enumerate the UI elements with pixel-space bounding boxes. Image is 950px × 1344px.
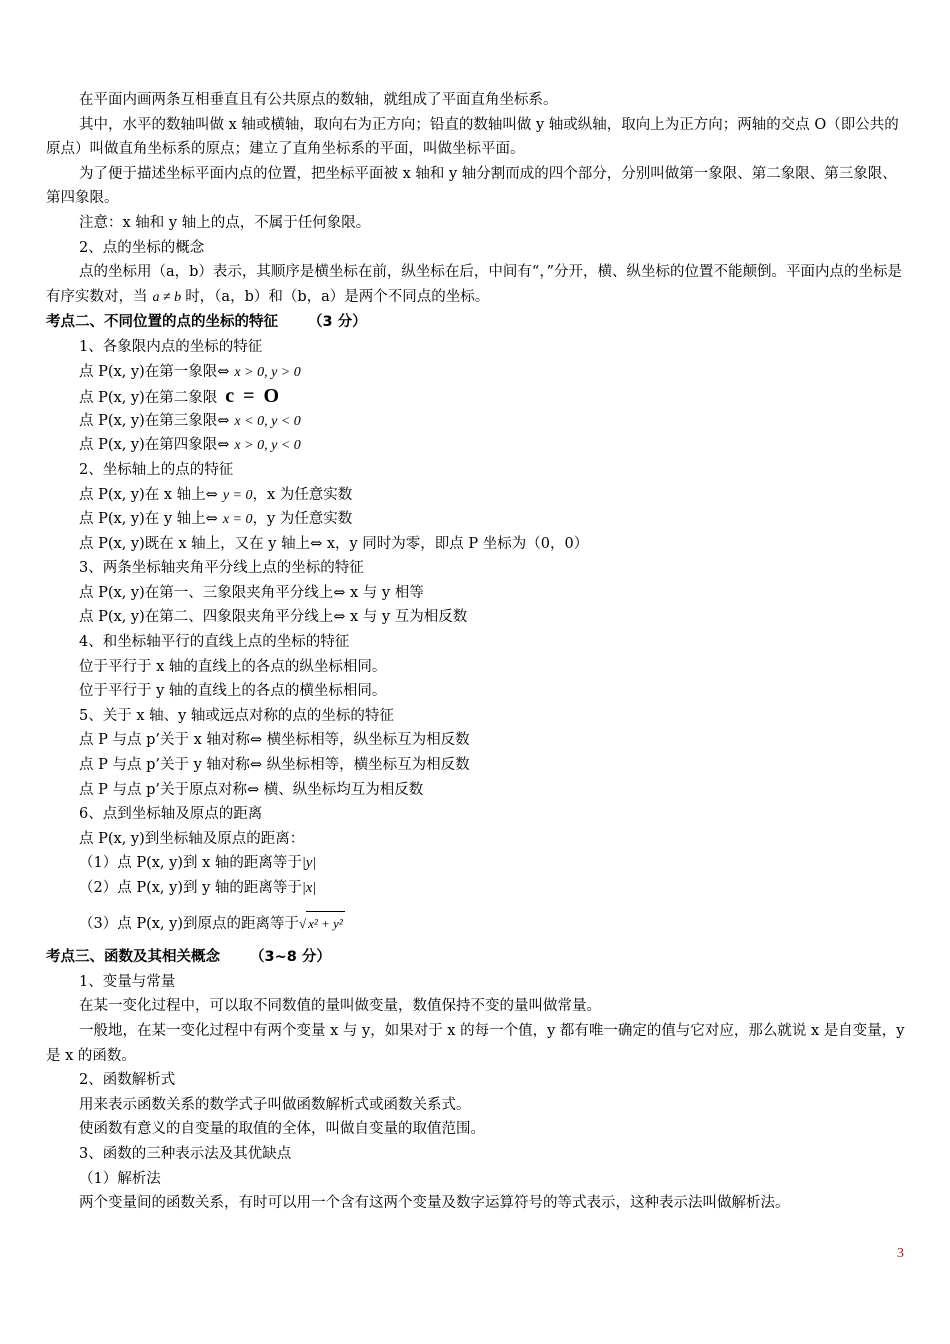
paragraph-text: 时，（a，b）和（b，a）是两个不同点的坐标。 — [185, 288, 490, 305]
item-text: 点 P(x, y)在 x 轴上⇔ — [79, 486, 218, 503]
list-item — [46, 409, 906, 434]
section-score: （3~8 分） — [250, 949, 331, 966]
list-item — [46, 507, 906, 532]
list-item — [46, 483, 906, 508]
inline-math: |x| — [301, 880, 317, 896]
paragraph: 在某一变化过程中，可以取不同数值的量叫做变量，数值保持不变的量叫做常量。 — [79, 998, 601, 1015]
subheading: 1、各象限内点的坐标的特征 — [79, 338, 263, 355]
sqrt-radicand: x² + y² — [306, 911, 345, 937]
inline-math: y = 0 — [222, 487, 253, 503]
item-text: （2）点 P(x, y)到 y 轴的距离等于 — [79, 880, 302, 896]
subheading: 2、函数解析式 — [79, 1072, 176, 1089]
list-item: 位于平行于 y 轴的直线上的各点的横坐标相同。 — [79, 683, 387, 700]
item-text: 点 P(x, y)在第四象限⇔ — [79, 437, 230, 454]
paragraph: 使函数有意义的自变量的取值的全体，叫做自变量的取值范围。 — [79, 1121, 485, 1138]
list-item — [46, 360, 906, 385]
item-text: 点 P(x, y)在第一象限⇔ — [79, 363, 230, 380]
paragraph-text: 点的坐标用（a，b）表示，其顺序是横坐标在前，纵坐标在后，中间有“，”分开，横、纵坐标的位置不能颠倒。平面内点的坐标是有序实数对，当 — [46, 264, 902, 305]
paragraph — [46, 162, 906, 211]
page-number: 3 — [897, 1246, 904, 1261]
inline-math: x < 0, y < 0 — [234, 413, 301, 429]
document-page — [46, 88, 906, 1216]
item-text: 点 P(x, y)在第三象限⇔ — [79, 412, 230, 429]
paragraph-text: 其中，水平的数轴叫做 x 轴或横轴，取向右为正方向；铅直的数轴叫做 y 轴或纵轴，取向上为正方向；两轴的交点 O（即公共的原点）叫做直角坐标系的原点；建立了直角坐标系的平面，叫做坐标平面。 — [46, 116, 899, 158]
section-score: （3 分） — [308, 314, 367, 331]
inline-math: x > 0, y > 0 — [234, 364, 301, 380]
subheading: 3、函数的三种表示法及其优缺点 — [79, 1145, 292, 1162]
paragraph — [46, 1019, 906, 1068]
sqrt-sign: √ — [299, 915, 307, 931]
list-item: 点 P(x, y)既在 x 轴上，又在 y 轴上⇔ x，y 同时为零，即点 P 坐标为（0，0） — [79, 535, 589, 552]
paragraph — [46, 260, 906, 310]
subheading: 4、和坐标轴平行的直线上点的坐标的特征 — [79, 634, 350, 651]
inline-math: x > 0, y < 0 — [234, 438, 301, 454]
list-item: 点 P(x, y)在第二、四象限夹角平分线上⇔ x 与 y 互为相反数 — [79, 609, 468, 626]
paragraph: 在平面内画两条互相垂直且有公共原点的数轴，就组成了平面直角坐标系。 — [79, 92, 558, 108]
section-heading — [46, 310, 906, 335]
paragraph — [46, 113, 906, 162]
item-text: ，x 为任意实数 — [252, 486, 353, 503]
list-item — [46, 851, 906, 876]
section-heading — [46, 945, 906, 970]
subheading: （1）解析法 — [79, 1170, 161, 1187]
item-text: 点 P(x, y)在第二象限 — [79, 390, 218, 407]
subheading: 3、两条坐标轴夹角平分线上点的坐标的特征 — [79, 560, 364, 577]
inline-math: |y| — [301, 855, 317, 872]
subheading: 2、点的坐标的概念 — [79, 239, 205, 256]
subheading: 2、坐标轴上的点的特征 — [79, 461, 234, 478]
item-text: （1）点 P(x, y)到 x 轴的距离等于 — [79, 855, 302, 872]
list-item — [46, 384, 906, 409]
section-title: 考点二、不同位置的点的坐标的特征 — [46, 314, 278, 331]
inline-math: x = 0 — [222, 512, 253, 528]
paragraph: 两个变量间的函数关系，有时可以用一个含有这两个变量及数字运算符号的等式表示，这种表示法叫做解析法。 — [79, 1195, 790, 1212]
list-item: 点 P(x, y)在第一、三象限夹角平分线上⇔ x 与 y 相等 — [79, 584, 424, 601]
subheading: 6、点到坐标轴及原点的距离 — [79, 806, 263, 823]
sqrt-expression — [299, 911, 345, 937]
spacer — [46, 901, 906, 911]
section-title: 考点三、函数及其相关概念 — [46, 949, 220, 966]
list-item: 位于平行于 x 轴的直线上的各点的纵坐标相同。 — [79, 658, 387, 675]
list-item — [46, 876, 906, 901]
list-item: 点 P 与点 p’关于 x 轴对称⇔ 横坐标相等，纵坐标互为相反数 — [79, 732, 470, 749]
paragraph-text: 为了便于描述坐标平面内点的位置，把坐标平面被 x 轴和 y 轴分割而成的四个部分，分别叫做第一象限、第二象限、第三象限、第四象限。 — [46, 165, 897, 207]
inline-math: c = O — [225, 385, 282, 408]
spacer — [46, 935, 906, 945]
list-item: 点 P 与点 p’关于 y 轴对称⇔ 纵坐标相等，横坐标互为相反数 — [79, 757, 470, 774]
list-item: 点 P(x, y)到坐标轴及原点的距离： — [79, 830, 305, 847]
list-item — [46, 433, 906, 458]
item-text: ，y 为任意实数 — [252, 511, 353, 528]
subheading: 1、变量与常量 — [79, 973, 176, 990]
list-item: 点 P 与点 p’关于原点对称⇔ 横、纵坐标均互为相反数 — [79, 781, 424, 798]
item-text: 点 P(x, y)在 y 轴上⇔ — [79, 511, 218, 528]
inline-math: a ≠ b — [152, 289, 182, 305]
paragraph-text: 一般地，在某一变化过程中有两个变量 x 与 y，如果对于 x 的每一个值，y 都有唯一确定的值与它对应，那么就说 x 是自变量，y 是 x 的函数。 — [46, 1022, 905, 1064]
paragraph: 注意：x 轴和 y 轴上的点，不属于任何象限。 — [79, 214, 371, 231]
item-text: （3）点 P(x, y)到原点的距离等于 — [79, 915, 299, 932]
paragraph: 用来表示函数关系的数学式子叫做函数解析式或函数关系式。 — [79, 1096, 471, 1113]
subheading: 5、关于 x 轴、y 轴或远点对称的点的坐标的特征 — [79, 707, 394, 724]
list-item — [46, 911, 906, 936]
